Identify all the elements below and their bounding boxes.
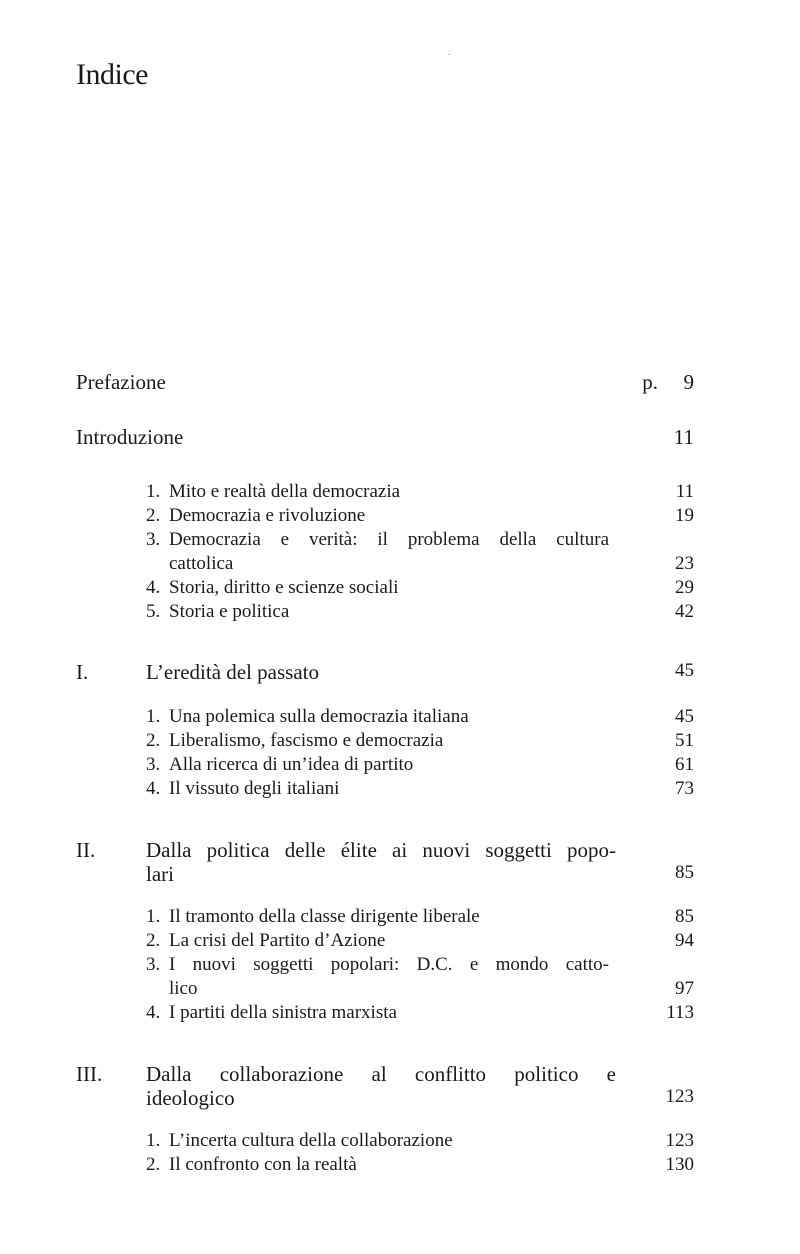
section-number: 4. xyxy=(146,778,161,799)
page-number: 51 xyxy=(675,730,694,751)
page-number: 61 xyxy=(675,754,694,775)
page-number: 85 xyxy=(675,906,694,927)
section-label: Mito e realtà della democrazia xyxy=(169,481,401,502)
page-number: 45 xyxy=(675,660,694,681)
page-number: 29 xyxy=(675,577,694,598)
chapter-label-continuation: ideologico xyxy=(146,1086,235,1110)
page-prefix: p. xyxy=(642,370,658,394)
page-number: 85 xyxy=(675,862,694,883)
section-label: Storia e politica xyxy=(169,601,290,622)
section-number: 2. xyxy=(146,1154,161,1175)
section-label: Democrazia e verità: il problema della cultura xyxy=(169,529,609,550)
section-label: Il tramonto della classe dirigente liberale xyxy=(169,906,480,927)
section-number: 1. xyxy=(146,906,161,927)
section-number: 4. xyxy=(146,1002,161,1023)
page-number: 73 xyxy=(675,778,694,799)
section-label: Liberalismo, fascismo e democrazia xyxy=(169,730,444,751)
section-number: 2. xyxy=(146,730,161,751)
section-label: La crisi del Partito d’Azione xyxy=(169,930,386,951)
chapter-number: III. xyxy=(76,1062,103,1086)
entry-label: Prefazione xyxy=(76,370,166,394)
page-number: 23 xyxy=(675,553,694,574)
section-label: I partiti della sinistra marxista xyxy=(169,1002,397,1023)
chapter-number: I. xyxy=(76,660,89,684)
page-number: 113 xyxy=(666,1002,694,1023)
chapter-number: II. xyxy=(76,838,96,862)
section-label: I nuovi soggetti popolari: D.C. e mondo catto- xyxy=(169,954,609,975)
section-number: 1. xyxy=(146,1130,161,1151)
section-number: 5. xyxy=(146,601,161,622)
page-number: 123 xyxy=(665,1086,694,1107)
entry-label: Introduzione xyxy=(76,425,184,449)
chapter-label: Dalla politica delle élite ai nuovi soggetti popo- xyxy=(146,838,616,862)
section-label: Il confronto con la realtà xyxy=(169,1154,357,1175)
page-number: 11 xyxy=(675,481,694,502)
section-label-continuation: cattolica xyxy=(169,553,234,574)
section-label: Democrazia e rivoluzione xyxy=(169,505,366,526)
page-number: 9 xyxy=(683,370,694,394)
section-label: Storia, diritto e scienze sociali xyxy=(169,577,399,598)
page-number: 45 xyxy=(675,706,694,727)
section-number: 3. xyxy=(146,754,161,775)
page-number: 130 xyxy=(665,1154,694,1175)
section-label: Il vissuto degli italiani xyxy=(169,778,340,799)
section-number: 3. xyxy=(146,529,161,550)
section-label-continuation: lico xyxy=(169,978,198,999)
scan-speck xyxy=(448,54,450,55)
page-number: 94 xyxy=(675,930,694,951)
section-number: 2. xyxy=(146,930,161,951)
page-number: 123 xyxy=(665,1130,694,1151)
page-number: 97 xyxy=(675,978,694,999)
page-number: 19 xyxy=(675,505,694,526)
page-number: 42 xyxy=(675,601,694,622)
section-label: Alla ricerca di un’idea di partito xyxy=(169,754,414,775)
page-title: Indice xyxy=(76,58,148,91)
section-number: 2. xyxy=(146,505,161,526)
section-label: Una polemica sulla democrazia italiana xyxy=(169,706,469,727)
page-number: 11 xyxy=(673,425,694,449)
chapter-label: Dalla collaborazione al conflitto politico e xyxy=(146,1062,616,1086)
section-number: 1. xyxy=(146,706,161,727)
section-number: 1. xyxy=(146,481,161,502)
chapter-label: L’eredità del passato xyxy=(146,660,319,684)
section-label: L’incerta cultura della collaborazione xyxy=(169,1130,453,1151)
chapter-label-continuation: lari xyxy=(146,862,174,886)
section-number: 4. xyxy=(146,577,161,598)
section-number: 3. xyxy=(146,954,161,975)
